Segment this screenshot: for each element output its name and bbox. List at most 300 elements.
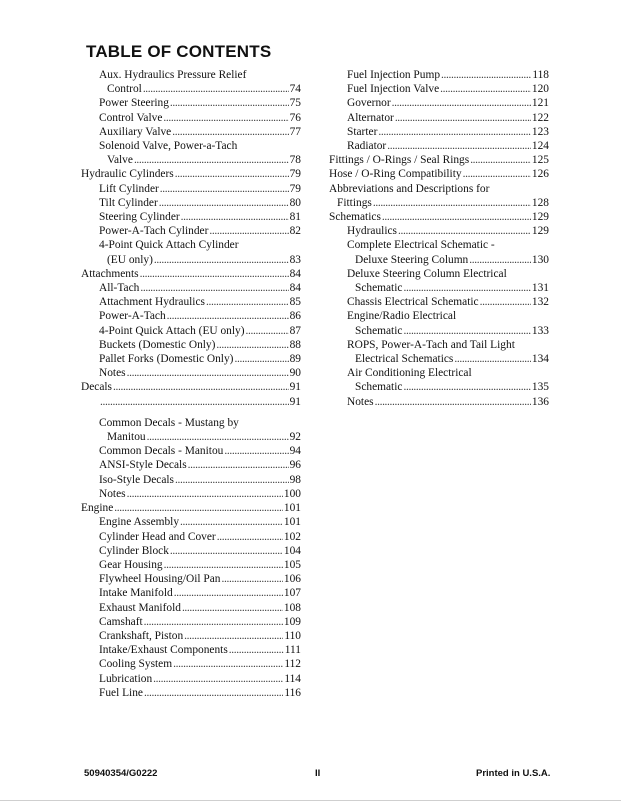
toc-entry[interactable] bbox=[99, 473, 301, 487]
toc-entry-text: Cylinder Head and Cover bbox=[99, 530, 216, 543]
toc-page-number: 84 bbox=[289, 282, 301, 295]
toc-page-number: 128 bbox=[531, 196, 549, 209]
toc-dot-leader bbox=[463, 167, 531, 181]
toc-page-number: 102 bbox=[283, 530, 301, 543]
toc-page-number: 94 bbox=[289, 445, 301, 458]
toc-entry[interactable] bbox=[99, 601, 301, 615]
toc-entry[interactable] bbox=[347, 309, 549, 337]
toc-page-number: 86 bbox=[289, 310, 301, 323]
toc-page-number: 110 bbox=[284, 629, 301, 642]
toc-spacer bbox=[81, 409, 301, 416]
toc-entry[interactable] bbox=[329, 153, 549, 167]
toc-entry[interactable] bbox=[99, 544, 301, 558]
toc-entry-line bbox=[329, 153, 549, 167]
toc-entry-text: Exhaust Manifold bbox=[99, 601, 181, 614]
toc-dot-leader bbox=[182, 601, 283, 615]
toc-dot-leader bbox=[114, 501, 283, 515]
toc-entry[interactable] bbox=[99, 444, 301, 458]
toc-dot-leader bbox=[127, 366, 289, 380]
toc-entry[interactable] bbox=[99, 96, 301, 110]
toc-entry-text: Gear Housing bbox=[99, 558, 163, 571]
toc-entry-text: Fuel Injection Pump bbox=[347, 69, 441, 81]
toc-page-number: 112 bbox=[284, 658, 301, 671]
toc-entry[interactable] bbox=[347, 338, 549, 366]
toc-entry-text: Tilt Cylinder bbox=[99, 196, 158, 209]
toc-dot-leader bbox=[144, 615, 283, 629]
toc-entry[interactable] bbox=[347, 267, 549, 295]
toc-page-number: 88 bbox=[289, 338, 301, 351]
toc-entry-line bbox=[347, 238, 549, 252]
toc-dot-leader bbox=[403, 324, 530, 338]
toc-dot-leader bbox=[143, 82, 289, 96]
toc-dot-leader bbox=[170, 96, 289, 110]
toc-page-number: 123 bbox=[531, 125, 549, 138]
toc-entry-text: Common Decals - Mustang by bbox=[99, 416, 239, 429]
toc-page-number: 100 bbox=[283, 487, 301, 500]
toc-entry-text: Schematic bbox=[355, 282, 403, 295]
toc-entry-line bbox=[99, 473, 301, 487]
toc-entry[interactable] bbox=[329, 182, 549, 210]
toc-entry[interactable] bbox=[347, 125, 549, 139]
toc-entry[interactable] bbox=[81, 167, 301, 181]
toc-page-number: 104 bbox=[283, 544, 301, 557]
toc-entry-line bbox=[347, 309, 549, 323]
toc-dot-leader bbox=[387, 139, 531, 153]
toc-entry[interactable] bbox=[347, 295, 549, 309]
toc-entry-line bbox=[81, 267, 301, 281]
toc-entry-line bbox=[99, 586, 301, 600]
toc-entry-text: Schematic bbox=[355, 381, 403, 394]
toc-page-number: 111 bbox=[284, 644, 301, 657]
toc-entry-line bbox=[99, 487, 301, 501]
toc-entry[interactable] bbox=[99, 295, 301, 309]
toc-page-number: 131 bbox=[531, 282, 549, 295]
toc-dot-leader bbox=[164, 558, 283, 572]
toc-entry-text: Control Valve bbox=[99, 111, 163, 124]
toc-entry-text: Aux. Hydraulics Pressure Relief bbox=[99, 69, 247, 81]
toc-page-number: 81 bbox=[289, 211, 301, 224]
toc-entry-line bbox=[329, 182, 549, 196]
toc-entry-text: 4-Point Quick Attach (EU only) bbox=[99, 324, 245, 337]
toc-entry-text: (EU only) bbox=[107, 253, 153, 266]
footer-printed: Printed in U.S.A. bbox=[476, 768, 551, 779]
toc-entry[interactable] bbox=[99, 572, 301, 586]
toc-entry-line bbox=[99, 153, 301, 167]
toc-entry-text: Deluxe Steering Column Electrical bbox=[347, 267, 507, 280]
toc-entry[interactable] bbox=[347, 96, 549, 110]
toc-entry-text: Attachments bbox=[81, 267, 139, 280]
toc-entry-line bbox=[99, 68, 301, 82]
toc-entry-line bbox=[99, 530, 301, 544]
toc-entry-text: Decals bbox=[81, 381, 112, 394]
toc-page-number: 121 bbox=[531, 97, 549, 110]
toc-entry-line bbox=[99, 82, 301, 96]
toc-entry-line bbox=[347, 224, 549, 238]
toc-dot-leader bbox=[234, 352, 288, 366]
toc-entry-text: Alternator bbox=[347, 111, 394, 124]
toc-entry-text: Manitou bbox=[107, 431, 146, 444]
toc-entry[interactable] bbox=[347, 111, 549, 125]
toc-dot-leader bbox=[470, 153, 531, 167]
toc-page-number: 125 bbox=[531, 154, 549, 167]
toc-page-number: 76 bbox=[289, 111, 301, 124]
toc-dot-leader bbox=[188, 458, 289, 472]
toc-entry[interactable] bbox=[99, 139, 301, 167]
toc-entry[interactable] bbox=[99, 352, 301, 366]
toc-entry[interactable] bbox=[81, 380, 301, 394]
toc-entry-line bbox=[99, 416, 301, 430]
toc-entry-text: Attachment Hydraulics bbox=[99, 296, 205, 309]
toc-entry-text: Starter bbox=[347, 125, 378, 138]
toc-entry-text: Engine Assembly bbox=[99, 516, 180, 529]
toc-entry-text: Power-A-Tach Cylinder bbox=[99, 225, 209, 238]
toc-dot-leader bbox=[375, 395, 531, 409]
toc-page-number: 106 bbox=[283, 573, 301, 586]
toc-entry[interactable] bbox=[99, 281, 301, 295]
toc-entry-line bbox=[347, 295, 549, 309]
toc-entry-line bbox=[99, 352, 301, 366]
toc-dot-leader bbox=[222, 572, 283, 586]
toc-entry-line bbox=[347, 366, 549, 380]
toc-entry-text: Pallet Forks (Domestic Only) bbox=[99, 353, 234, 366]
toc-entry[interactable] bbox=[99, 338, 301, 352]
toc-entry[interactable] bbox=[99, 196, 301, 210]
toc-entry-line bbox=[99, 444, 301, 458]
toc-page-number: 77 bbox=[289, 125, 301, 138]
toc-entry-line bbox=[99, 253, 301, 267]
toc-page-number: 109 bbox=[283, 615, 301, 628]
toc-page-number: 101 bbox=[283, 502, 301, 515]
toc-entry-line bbox=[99, 515, 301, 529]
toc-entry[interactable] bbox=[347, 139, 549, 153]
toc-entry[interactable] bbox=[99, 629, 301, 643]
toc-page-number: 80 bbox=[289, 196, 301, 209]
toc-entry-line bbox=[99, 686, 301, 700]
toc-dot-leader bbox=[373, 196, 531, 210]
toc-entry[interactable] bbox=[347, 395, 549, 409]
toc-entry-text: Intake/Exhaust Components bbox=[99, 644, 228, 657]
toc-entry[interactable] bbox=[347, 366, 549, 394]
toc-entry-line bbox=[99, 430, 301, 444]
toc-dot-leader bbox=[209, 224, 288, 238]
toc-entry-line bbox=[329, 167, 549, 181]
toc-page-number: 79 bbox=[289, 182, 301, 195]
toc-entry[interactable] bbox=[99, 210, 301, 224]
toc-dot-leader bbox=[134, 153, 289, 167]
toc-dot-leader bbox=[441, 68, 531, 82]
toc-dot-leader bbox=[480, 295, 531, 309]
toc-entry[interactable] bbox=[347, 82, 549, 96]
toc-page-number: 101 bbox=[283, 516, 301, 529]
toc-entry-text: Camshaft bbox=[99, 615, 143, 628]
toc-entry-line bbox=[347, 338, 549, 352]
toc-entry[interactable] bbox=[99, 68, 301, 96]
toc-dot-leader bbox=[144, 686, 283, 700]
toc-entry-text: Solenoid Valve, Power-a-Tach bbox=[99, 140, 238, 153]
toc-page-number: 83 bbox=[289, 253, 301, 266]
toc-dot-leader bbox=[127, 487, 283, 501]
toc-page-number: 92 bbox=[289, 431, 301, 444]
toc-entry-text: Fuel Line bbox=[99, 686, 143, 699]
toc-entry-line bbox=[329, 210, 549, 224]
toc-entry-text: Cylinder Block bbox=[99, 544, 169, 557]
toc-entry[interactable] bbox=[99, 416, 301, 444]
toc-entry-text: Radiator bbox=[347, 140, 387, 153]
toc-page-number: 114 bbox=[284, 672, 301, 685]
toc-entry[interactable] bbox=[99, 224, 301, 238]
toc-entry-line bbox=[347, 139, 549, 153]
toc-entry[interactable] bbox=[99, 615, 301, 629]
toc-dot-leader bbox=[469, 253, 531, 267]
toc-entry-text: Electrical Schematics bbox=[355, 353, 454, 366]
toc-entry[interactable] bbox=[99, 487, 301, 501]
toc-entry-line bbox=[99, 111, 301, 125]
toc-dot-leader bbox=[206, 295, 289, 309]
toc-dot-leader bbox=[246, 324, 289, 338]
toc-entry-text: Crankshaft, Piston bbox=[99, 629, 184, 642]
toc-entry-text: Fuel Injection Valve bbox=[347, 83, 440, 96]
toc-entry[interactable] bbox=[99, 395, 301, 409]
toc-page-number: 98 bbox=[289, 473, 301, 486]
toc-page-number: 89 bbox=[289, 353, 301, 366]
toc-entry-line bbox=[99, 96, 301, 110]
toc-entry-text: Auxiliary Valve bbox=[99, 125, 172, 138]
toc-entry-line bbox=[99, 125, 301, 139]
toc-dot-leader bbox=[173, 657, 283, 671]
toc-entry-text: All-Tach bbox=[99, 282, 140, 295]
toc-entry-text: Intake Manifold bbox=[99, 587, 173, 600]
toc-page-number: 91 bbox=[289, 381, 301, 394]
toc-entry-line bbox=[81, 501, 301, 515]
toc-entry-text: Hydraulic Cylinders bbox=[81, 168, 174, 181]
toc-entry-line bbox=[99, 238, 301, 252]
toc-dot-leader bbox=[175, 167, 289, 181]
toc-entry-text: Hose / O-Ring Compatibility bbox=[329, 168, 462, 181]
toc-dot-leader bbox=[153, 672, 283, 686]
toc-page-number: 124 bbox=[531, 140, 549, 153]
toc-entry[interactable] bbox=[99, 657, 301, 671]
toc-entry-line bbox=[81, 167, 301, 181]
toc-page-number: 85 bbox=[289, 296, 301, 309]
toc-page-number: 74 bbox=[289, 83, 301, 96]
toc-page-number: 91 bbox=[289, 395, 301, 408]
toc-dot-leader bbox=[154, 253, 289, 267]
toc-dot-leader bbox=[172, 125, 288, 139]
toc-entry-text: Schematic bbox=[355, 324, 403, 337]
toc-page-number: 126 bbox=[531, 168, 549, 181]
toc-entry-text: ROPS, Power-A-Tach and Tail Light bbox=[347, 338, 515, 351]
toc-entry-text: Engine bbox=[81, 502, 114, 515]
toc-entry-text: Common Decals - Manitou bbox=[99, 445, 224, 458]
page-bottom-rule bbox=[0, 800, 621, 801]
toc-entry-line bbox=[99, 657, 301, 671]
toc-dot-leader bbox=[175, 473, 289, 487]
toc-dot-leader bbox=[140, 281, 288, 295]
toc-dot-leader bbox=[181, 210, 289, 224]
toc-entry-line bbox=[347, 324, 549, 338]
toc-entry-line bbox=[99, 629, 301, 643]
toc-entry-line bbox=[347, 281, 549, 295]
toc-page-number: 116 bbox=[284, 686, 301, 699]
toc-entry-text: Cooling System bbox=[99, 658, 173, 671]
toc-entry-line bbox=[99, 196, 301, 210]
toc-dot-leader bbox=[163, 111, 288, 125]
toc-page-number: 87 bbox=[289, 324, 301, 337]
toc-entry-text: Chassis Electrical Schematic bbox=[347, 296, 479, 309]
toc-dot-leader bbox=[229, 643, 284, 657]
toc-dot-leader bbox=[184, 629, 283, 643]
toc-entry-text: Fittings / O-Rings / Seal Rings bbox=[329, 154, 470, 167]
toc-dot-leader bbox=[440, 82, 531, 96]
toc-entry-text: Notes bbox=[99, 487, 126, 500]
toc-entry[interactable] bbox=[99, 309, 301, 323]
toc-entry[interactable] bbox=[99, 686, 301, 700]
toc-entry[interactable] bbox=[99, 530, 301, 544]
toc-dot-leader bbox=[403, 380, 530, 394]
toc-entry[interactable] bbox=[99, 324, 301, 338]
toc-entry[interactable] bbox=[81, 501, 301, 515]
toc-entry-line bbox=[99, 558, 301, 572]
toc-dot-leader bbox=[113, 380, 289, 394]
toc-entry-text: Notes bbox=[347, 395, 374, 408]
toc-entry-line bbox=[329, 196, 549, 210]
toc-dot-leader bbox=[216, 338, 288, 352]
toc-page-number: 75 bbox=[289, 97, 301, 110]
toc-page-number: 107 bbox=[283, 587, 301, 600]
toc-page-number: 105 bbox=[283, 558, 301, 571]
toc-page-number: 129 bbox=[531, 211, 549, 224]
toc-page-number: 136 bbox=[531, 395, 549, 408]
toc-entry-text: Complete Electrical Schematic - bbox=[347, 239, 495, 252]
toc-entry-text: Power-A-Tach bbox=[99, 310, 166, 323]
toc-entry-line bbox=[99, 210, 301, 224]
toc-left-column bbox=[81, 68, 301, 700]
toc-entry-text: Notes bbox=[99, 367, 126, 380]
toc-entry-text: ANSI-Style Decals bbox=[99, 459, 187, 472]
toc-entry-text: Air Conditioning Electrical bbox=[347, 367, 472, 380]
toc-dot-leader bbox=[160, 182, 289, 196]
toc-entry[interactable] bbox=[99, 515, 301, 529]
toc-entry-line bbox=[99, 182, 301, 196]
page-title: TABLE OF CONTENTS bbox=[86, 42, 272, 61]
toc-dot-leader bbox=[378, 125, 531, 139]
toc-entry[interactable] bbox=[99, 366, 301, 380]
toc-entry-text: Buckets (Domestic Only) bbox=[99, 338, 216, 351]
toc-dot-leader bbox=[170, 544, 283, 558]
toc-page-number: 96 bbox=[289, 459, 301, 472]
toc-dot-leader bbox=[395, 111, 531, 125]
toc-entry-line bbox=[347, 111, 549, 125]
toc-entry-text: Lift Cylinder bbox=[99, 182, 159, 195]
toc-entry-line bbox=[99, 615, 301, 629]
toc-dot-leader bbox=[159, 196, 289, 210]
toc-page-number: 118 bbox=[532, 69, 549, 81]
toc-page-number: 133 bbox=[531, 324, 549, 337]
toc-dot-leader bbox=[403, 281, 530, 295]
toc-entry-text: Lubrication bbox=[99, 672, 153, 685]
toc-entry[interactable] bbox=[99, 586, 301, 600]
toc-entry-text: Abbreviations and Descriptions for bbox=[329, 182, 490, 195]
toc-page-number: 132 bbox=[531, 296, 549, 309]
footer-page-number: II bbox=[315, 768, 321, 779]
toc-entry-line bbox=[347, 267, 549, 281]
toc-entry-line bbox=[347, 352, 549, 366]
toc-entry-line bbox=[99, 366, 301, 380]
toc-entry[interactable] bbox=[329, 210, 549, 224]
toc-entry[interactable] bbox=[99, 643, 301, 657]
toc-entry[interactable] bbox=[99, 182, 301, 196]
toc-dot-leader bbox=[147, 430, 289, 444]
toc-entry-line bbox=[99, 643, 301, 657]
toc-page-number: 108 bbox=[283, 601, 301, 614]
toc-entry-line bbox=[99, 672, 301, 686]
toc-dot-leader bbox=[382, 210, 531, 224]
toc-entry-text: Valve bbox=[107, 154, 133, 167]
toc-entry-line bbox=[99, 295, 301, 309]
toc-entry-line bbox=[347, 395, 549, 409]
toc-entry-line bbox=[99, 395, 301, 409]
toc-entry-line bbox=[347, 68, 549, 82]
toc-page-number: 129 bbox=[531, 225, 549, 238]
toc-page-number: 120 bbox=[531, 83, 549, 96]
toc-page-number: 122 bbox=[531, 111, 549, 124]
toc-entry-line bbox=[99, 309, 301, 323]
toc-entry-line bbox=[347, 253, 549, 267]
toc-entry-text: Control bbox=[107, 83, 142, 96]
toc-dot-leader bbox=[174, 586, 283, 600]
toc-page-number: 79 bbox=[289, 168, 301, 181]
toc-entry-line bbox=[347, 82, 549, 96]
toc-right-column bbox=[329, 68, 549, 409]
toc-entry-line bbox=[347, 96, 549, 110]
toc-entry[interactable] bbox=[99, 458, 301, 472]
toc-entry[interactable] bbox=[347, 224, 549, 238]
toc-entry-line bbox=[347, 380, 549, 394]
toc-entry-line bbox=[99, 338, 301, 352]
toc-entry-line bbox=[99, 458, 301, 472]
toc-entry-text: Steering Cylinder bbox=[99, 211, 180, 224]
toc-dot-leader bbox=[140, 267, 289, 281]
toc-entry[interactable] bbox=[347, 238, 549, 266]
toc-entry-text: Hydraulics bbox=[347, 225, 397, 238]
toc-entry-text: Flywheel Housing/Oil Pan bbox=[99, 573, 221, 586]
toc-entry-line bbox=[99, 601, 301, 615]
toc-entry[interactable] bbox=[329, 167, 549, 181]
toc-entry-text: Power Steering bbox=[99, 97, 169, 110]
toc-entry-line bbox=[99, 139, 301, 153]
toc-entry[interactable] bbox=[99, 111, 301, 125]
toc-entry-text: Engine/Radio Electrical bbox=[347, 310, 457, 323]
toc-page-number: 78 bbox=[289, 154, 301, 167]
toc-page-number: 130 bbox=[531, 253, 549, 266]
toc-entry[interactable] bbox=[99, 238, 301, 266]
toc-page-number: 82 bbox=[289, 225, 301, 238]
toc-entry[interactable] bbox=[347, 68, 549, 82]
toc-entry-text: Deluxe Steering Column bbox=[355, 253, 469, 266]
toc-entry[interactable] bbox=[99, 672, 301, 686]
toc-dot-leader bbox=[224, 444, 288, 458]
toc-entry-line bbox=[81, 380, 301, 394]
toc-entry-text: Schematics bbox=[329, 211, 381, 224]
toc-dot-leader bbox=[100, 395, 289, 409]
toc-dot-leader bbox=[392, 96, 531, 110]
toc-entry[interactable] bbox=[99, 125, 301, 139]
toc-entry[interactable] bbox=[99, 558, 301, 572]
toc-entry[interactable] bbox=[81, 267, 301, 281]
toc-entry-line bbox=[99, 544, 301, 558]
toc-entry-line bbox=[347, 125, 549, 139]
footer-doc-number: 50940354/G0222 bbox=[84, 768, 158, 779]
